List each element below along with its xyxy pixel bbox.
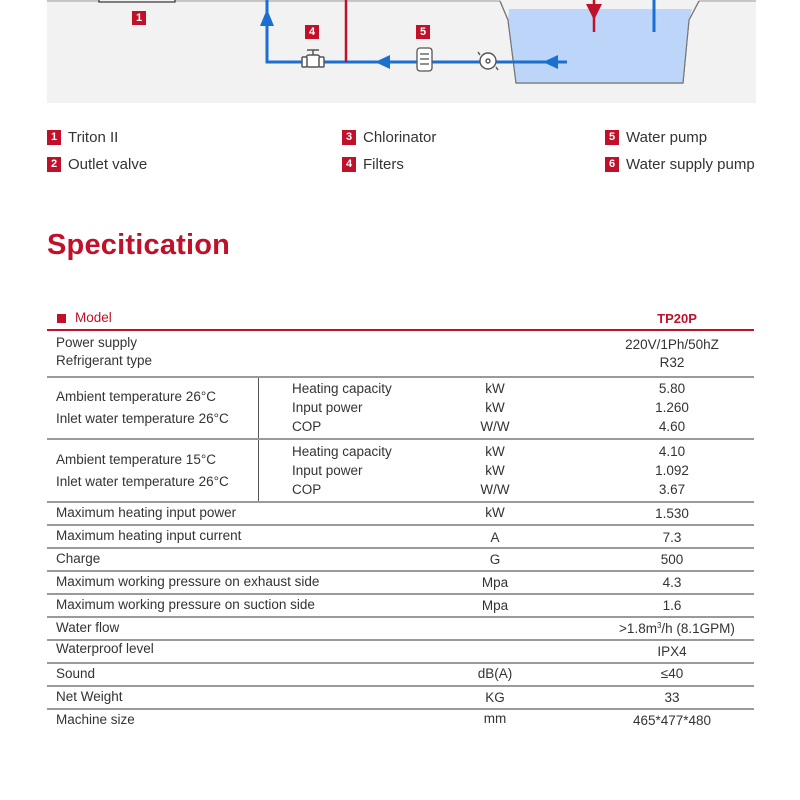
sub-row-value: 1.260 bbox=[655, 400, 689, 415]
row-name: Maximum working pressure on suction side bbox=[56, 597, 315, 612]
sub-row-value: 5.80 bbox=[658, 381, 686, 396]
legend-label: Outlet valve bbox=[68, 155, 148, 173]
sub-row-unit: kW bbox=[485, 381, 505, 396]
diagram-badge-5: 5 bbox=[416, 25, 430, 39]
condition-group bbox=[47, 378, 754, 440]
row-name: Maximum heating input power bbox=[56, 505, 237, 520]
row-name: Net Weight bbox=[56, 689, 123, 704]
table-row bbox=[47, 687, 754, 710]
sub-row-value: 1.092 bbox=[655, 463, 689, 478]
row-value: 33 bbox=[664, 690, 680, 705]
sub-row-unit: kW bbox=[485, 444, 505, 459]
row-value bbox=[592, 621, 762, 636]
sub-row-name: Input power bbox=[292, 463, 363, 478]
table-row bbox=[47, 572, 754, 595]
diagram-graphic bbox=[47, 0, 756, 103]
row-unit: mm bbox=[483, 711, 507, 726]
legend-item bbox=[342, 155, 404, 173]
legend-label: Water supply pump bbox=[626, 155, 755, 173]
row-name: Waterproof level bbox=[56, 641, 154, 656]
pump-icon bbox=[478, 52, 498, 70]
table-row bbox=[47, 618, 754, 641]
sub-row-unit: W/W bbox=[480, 419, 510, 434]
sub-row-name: COP bbox=[292, 419, 322, 434]
row-unit: A bbox=[490, 530, 500, 545]
row-value: 7.3 bbox=[662, 530, 682, 545]
sub-row-name: COP bbox=[292, 482, 322, 497]
legend-number: 6 bbox=[605, 157, 619, 172]
condition-line: Ambient temperature 26°C bbox=[56, 389, 216, 404]
legend-label: Chlorinator bbox=[363, 128, 437, 146]
row-value: 1.530 bbox=[655, 506, 689, 521]
row-name: Water flow bbox=[56, 620, 120, 635]
legend-item bbox=[605, 128, 707, 146]
row-unit: Mpa bbox=[481, 598, 509, 613]
legend-label: Water pump bbox=[626, 128, 708, 146]
row-value: R32 bbox=[659, 355, 685, 370]
legend-label: Triton II bbox=[68, 128, 119, 146]
row-unit: kW bbox=[485, 505, 505, 520]
row-name: Maximum heating input current bbox=[56, 528, 242, 543]
sub-row-name: Heating capacity bbox=[292, 444, 392, 459]
row-name: Power supply bbox=[56, 335, 138, 350]
sub-row-value: 4.60 bbox=[658, 419, 686, 434]
legend-item bbox=[605, 155, 755, 173]
row-name: Sound bbox=[56, 666, 96, 681]
row-value: 220V/1Ph/50hZ bbox=[625, 337, 719, 352]
superscript: 3 bbox=[656, 621, 662, 630]
row-value: IPX4 bbox=[657, 644, 687, 659]
sub-row-value: 4.10 bbox=[658, 444, 686, 459]
table-row bbox=[47, 526, 754, 549]
diagram-badge-4: 4 bbox=[305, 25, 319, 39]
table-row bbox=[47, 549, 754, 572]
table-row bbox=[47, 710, 754, 732]
legend-item bbox=[47, 155, 147, 173]
diagram-badge-1: 1 bbox=[132, 11, 146, 25]
legend-number: 3 bbox=[342, 130, 356, 145]
table-row bbox=[47, 664, 754, 687]
row-name: Machine size bbox=[56, 712, 135, 727]
legend-item bbox=[342, 128, 436, 146]
model-value: TP20P bbox=[657, 311, 697, 326]
legend-item bbox=[47, 128, 118, 146]
valve-icon bbox=[302, 50, 324, 67]
filter-icon bbox=[417, 48, 432, 71]
sub-row-name: Input power bbox=[292, 400, 363, 415]
condition-line: Inlet water temperature 26°C bbox=[56, 411, 229, 426]
row-unit: KG bbox=[485, 690, 505, 705]
condition-group bbox=[47, 440, 754, 503]
row-name: Refrigerant type bbox=[56, 353, 153, 368]
legend-label: Filters bbox=[363, 155, 404, 173]
row-value: ≤40 bbox=[660, 666, 684, 681]
table-row bbox=[47, 331, 754, 378]
legend-number: 4 bbox=[342, 157, 356, 172]
sub-row-value: 3.67 bbox=[658, 482, 686, 497]
water-flow-value: >1.8m bbox=[619, 621, 657, 636]
row-unit: dB(A) bbox=[477, 666, 513, 681]
model-label: Model bbox=[75, 310, 112, 325]
row-name: Maximum working pressure on exhaust side bbox=[56, 574, 320, 589]
condition-line: Inlet water temperature 26°C bbox=[56, 474, 229, 489]
table-row bbox=[47, 595, 754, 618]
table-row bbox=[47, 503, 754, 526]
square-bullet-icon bbox=[57, 314, 66, 323]
legend-number: 1 bbox=[47, 130, 61, 145]
component-legend bbox=[47, 127, 767, 177]
row-unit: G bbox=[489, 552, 501, 567]
row-value: 500 bbox=[660, 552, 684, 567]
row-name: Charge bbox=[56, 551, 101, 566]
section-title: Specitication bbox=[47, 229, 231, 261]
specification-table bbox=[47, 309, 754, 732]
water-flow-unit: /h (8.1GPM) bbox=[661, 621, 735, 636]
sub-row-name: Heating capacity bbox=[292, 381, 392, 396]
sub-row-unit: kW bbox=[485, 463, 505, 478]
column-divider bbox=[258, 440, 259, 501]
table-row bbox=[47, 641, 754, 664]
row-unit: Mpa bbox=[481, 575, 509, 590]
row-value: 1.6 bbox=[662, 598, 682, 613]
condition-line: Ambient temperature 15°C bbox=[56, 452, 216, 467]
sub-row-unit: kW bbox=[485, 400, 505, 415]
column-divider bbox=[258, 378, 259, 438]
sub-row-unit: W/W bbox=[480, 482, 510, 497]
legend-number: 5 bbox=[605, 130, 619, 145]
row-value: 4.3 bbox=[662, 575, 682, 590]
legend-number: 2 bbox=[47, 157, 61, 172]
pool-plumbing-diagram bbox=[47, 0, 756, 103]
table-header-row bbox=[47, 309, 754, 331]
row-value: 465*477*480 bbox=[632, 713, 712, 728]
